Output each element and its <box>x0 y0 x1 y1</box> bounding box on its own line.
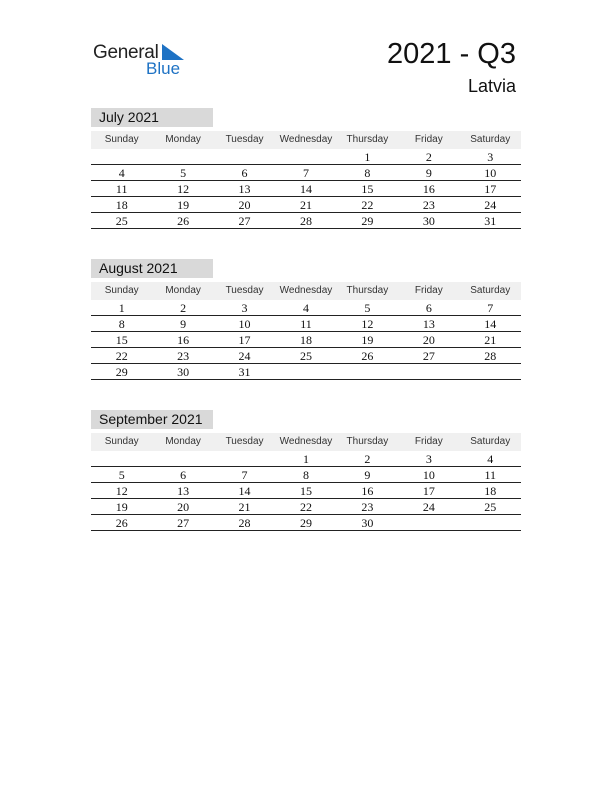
day-cell: 22 <box>299 500 312 514</box>
day-cell: 4 <box>118 166 125 180</box>
day-cell: 18 <box>484 484 497 498</box>
day-cell: 2 <box>425 150 432 164</box>
logo-text-general: General <box>93 42 159 63</box>
day-cell: 5 <box>364 301 371 315</box>
day-cell: 14 <box>484 317 497 331</box>
weekday-label: Wednesday <box>279 285 333 296</box>
weekday-label: Thursday <box>346 285 389 296</box>
month-title: September 2021 <box>91 410 213 429</box>
day-cell: 10 <box>422 468 435 482</box>
day-cell <box>152 149 213 164</box>
day-cell: 13 <box>238 182 251 196</box>
weekday-label: Wednesday <box>279 436 333 447</box>
day-cell: 9 <box>180 317 187 331</box>
day-cell: 7 <box>487 301 494 315</box>
day-cell: 6 <box>180 468 187 482</box>
day-cell: 14 <box>238 484 251 498</box>
day-cell: 21 <box>484 333 497 347</box>
day-cell: 30 <box>177 365 190 379</box>
day-cell: 6 <box>425 301 432 315</box>
day-cell: 24 <box>238 349 251 363</box>
week-row <box>91 316 521 332</box>
week-row <box>91 348 521 364</box>
day-cell: 27 <box>238 214 251 228</box>
day-cell: 3 <box>487 150 494 164</box>
day-cell <box>91 451 152 466</box>
weekday-label: Tuesday <box>225 134 264 145</box>
day-cell: 1 <box>302 452 309 466</box>
weekday-label: Thursday <box>346 134 389 145</box>
weekday-label: Monday <box>165 285 201 296</box>
day-cell: 12 <box>361 317 374 331</box>
day-cell: 27 <box>177 516 190 530</box>
day-cell: 8 <box>302 468 309 482</box>
day-cell: 29 <box>361 214 374 228</box>
weekday-label: Saturday <box>470 134 511 145</box>
week-row <box>91 300 521 316</box>
day-cell: 28 <box>484 349 497 363</box>
weekday-label: Wednesday <box>279 134 333 145</box>
day-cell: 25 <box>115 214 128 228</box>
day-cell: 16 <box>177 333 190 347</box>
day-cell: 5 <box>180 166 187 180</box>
week-row <box>91 467 521 483</box>
weekday-header-row <box>91 433 521 451</box>
weekday-label: Friday <box>414 285 443 296</box>
day-cell: 12 <box>115 484 128 498</box>
logo-text-blue: Blue <box>146 59 181 78</box>
day-cell: 15 <box>299 484 312 498</box>
day-cell: 28 <box>238 516 251 530</box>
day-cell <box>152 451 213 466</box>
day-cell: 23 <box>361 500 374 514</box>
country-label: Latvia <box>467 76 516 96</box>
day-cell: 1 <box>364 150 371 164</box>
day-cell: 4 <box>487 452 494 466</box>
day-cell: 11 <box>484 468 497 482</box>
day-cell: 29 <box>115 365 128 379</box>
weekday-header-row <box>91 282 521 300</box>
day-cell <box>275 149 336 164</box>
day-cell: 21 <box>238 500 251 514</box>
page-title: 2021 - Q3 <box>387 38 516 70</box>
weekday-label: Friday <box>414 134 443 145</box>
week-row <box>91 181 521 197</box>
weekday-label: Thursday <box>346 436 389 447</box>
weekday-label: Saturday <box>470 436 511 447</box>
day-cell: 19 <box>361 333 374 347</box>
day-cell: 20 <box>238 198 251 212</box>
day-cell: 17 <box>484 182 497 196</box>
day-cell: 25 <box>484 500 497 514</box>
day-cell: 14 <box>299 182 312 196</box>
day-cell: 12 <box>177 182 190 196</box>
day-cell: 1 <box>118 301 125 315</box>
day-cell: 11 <box>300 317 312 331</box>
weekday-label: Monday <box>165 134 201 145</box>
day-cell: 25 <box>299 349 312 363</box>
day-cell: 7 <box>241 468 248 482</box>
day-cell <box>398 515 459 530</box>
month-calendar <box>91 108 521 229</box>
day-cell: 9 <box>425 166 432 180</box>
day-cell: 15 <box>115 333 128 347</box>
week-row <box>91 364 521 380</box>
day-cell <box>337 364 398 379</box>
month-title: August 2021 <box>91 259 213 278</box>
day-cell: 13 <box>177 484 190 498</box>
day-cell: 2 <box>180 301 187 315</box>
day-cell: 27 <box>422 349 435 363</box>
day-cell: 7 <box>302 166 309 180</box>
month-calendar <box>91 259 521 380</box>
week-row <box>91 332 521 348</box>
day-cell <box>214 451 275 466</box>
day-cell: 30 <box>361 516 374 530</box>
weekday-label: Sunday <box>104 285 139 296</box>
day-cell: 20 <box>177 500 190 514</box>
day-cell: 22 <box>361 198 374 212</box>
day-cell: 29 <box>299 516 312 530</box>
weekday-label: Tuesday <box>225 436 264 447</box>
week-row <box>91 149 521 165</box>
day-cell <box>91 149 152 164</box>
day-cell: 23 <box>177 349 190 363</box>
day-cell: 26 <box>361 349 374 363</box>
day-cell <box>398 364 459 379</box>
day-cell: 26 <box>177 214 190 228</box>
weekday-label: Sunday <box>104 134 139 145</box>
weekday-label: Sunday <box>104 436 139 447</box>
day-cell: 24 <box>422 500 435 514</box>
day-cell: 26 <box>115 516 128 530</box>
week-row <box>91 197 521 213</box>
month-calendar <box>91 410 521 531</box>
day-cell: 16 <box>361 484 374 498</box>
logo-flag-icon <box>162 44 184 60</box>
day-cell: 3 <box>425 452 432 466</box>
day-cell: 24 <box>484 198 497 212</box>
day-cell <box>214 149 275 164</box>
day-cell: 8 <box>118 317 125 331</box>
week-row <box>91 451 521 467</box>
week-row <box>91 213 521 229</box>
week-row <box>91 499 521 515</box>
day-cell: 22 <box>115 349 128 363</box>
day-cell: 18 <box>299 333 312 347</box>
day-cell <box>460 364 521 379</box>
day-cell <box>275 364 336 379</box>
day-cell: 23 <box>422 198 435 212</box>
day-cell <box>460 515 521 530</box>
day-cell: 5 <box>118 468 125 482</box>
day-cell: 21 <box>299 198 312 212</box>
day-cell: 19 <box>177 198 190 212</box>
day-cell: 31 <box>484 214 497 228</box>
day-cell: 19 <box>115 500 128 514</box>
day-cell: 2 <box>364 452 371 466</box>
day-cell: 31 <box>238 365 251 379</box>
day-cell: 28 <box>299 214 312 228</box>
weekday-header-row <box>91 131 521 149</box>
day-cell: 17 <box>422 484 435 498</box>
day-cell: 10 <box>484 166 497 180</box>
day-cell: 13 <box>422 317 435 331</box>
generalblue-logo <box>93 40 203 80</box>
day-cell: 16 <box>422 182 435 196</box>
day-cell: 4 <box>302 301 309 315</box>
day-cell: 20 <box>422 333 435 347</box>
week-row <box>91 483 521 499</box>
week-row <box>91 515 521 531</box>
week-row <box>91 165 521 181</box>
day-cell: 9 <box>364 468 371 482</box>
day-cell: 18 <box>115 198 128 212</box>
day-cell: 11 <box>115 182 128 196</box>
weekday-label: Tuesday <box>225 285 264 296</box>
day-cell: 6 <box>241 166 248 180</box>
day-cell: 8 <box>364 166 371 180</box>
weekday-label: Monday <box>165 436 201 447</box>
day-cell: 30 <box>422 214 435 228</box>
day-cell: 15 <box>361 182 374 196</box>
day-cell: 10 <box>238 317 251 331</box>
day-cell: 17 <box>238 333 251 347</box>
weekday-label: Friday <box>414 436 443 447</box>
month-title: July 2021 <box>91 108 213 127</box>
day-cell: 3 <box>241 301 248 315</box>
weekday-label: Saturday <box>470 285 511 296</box>
